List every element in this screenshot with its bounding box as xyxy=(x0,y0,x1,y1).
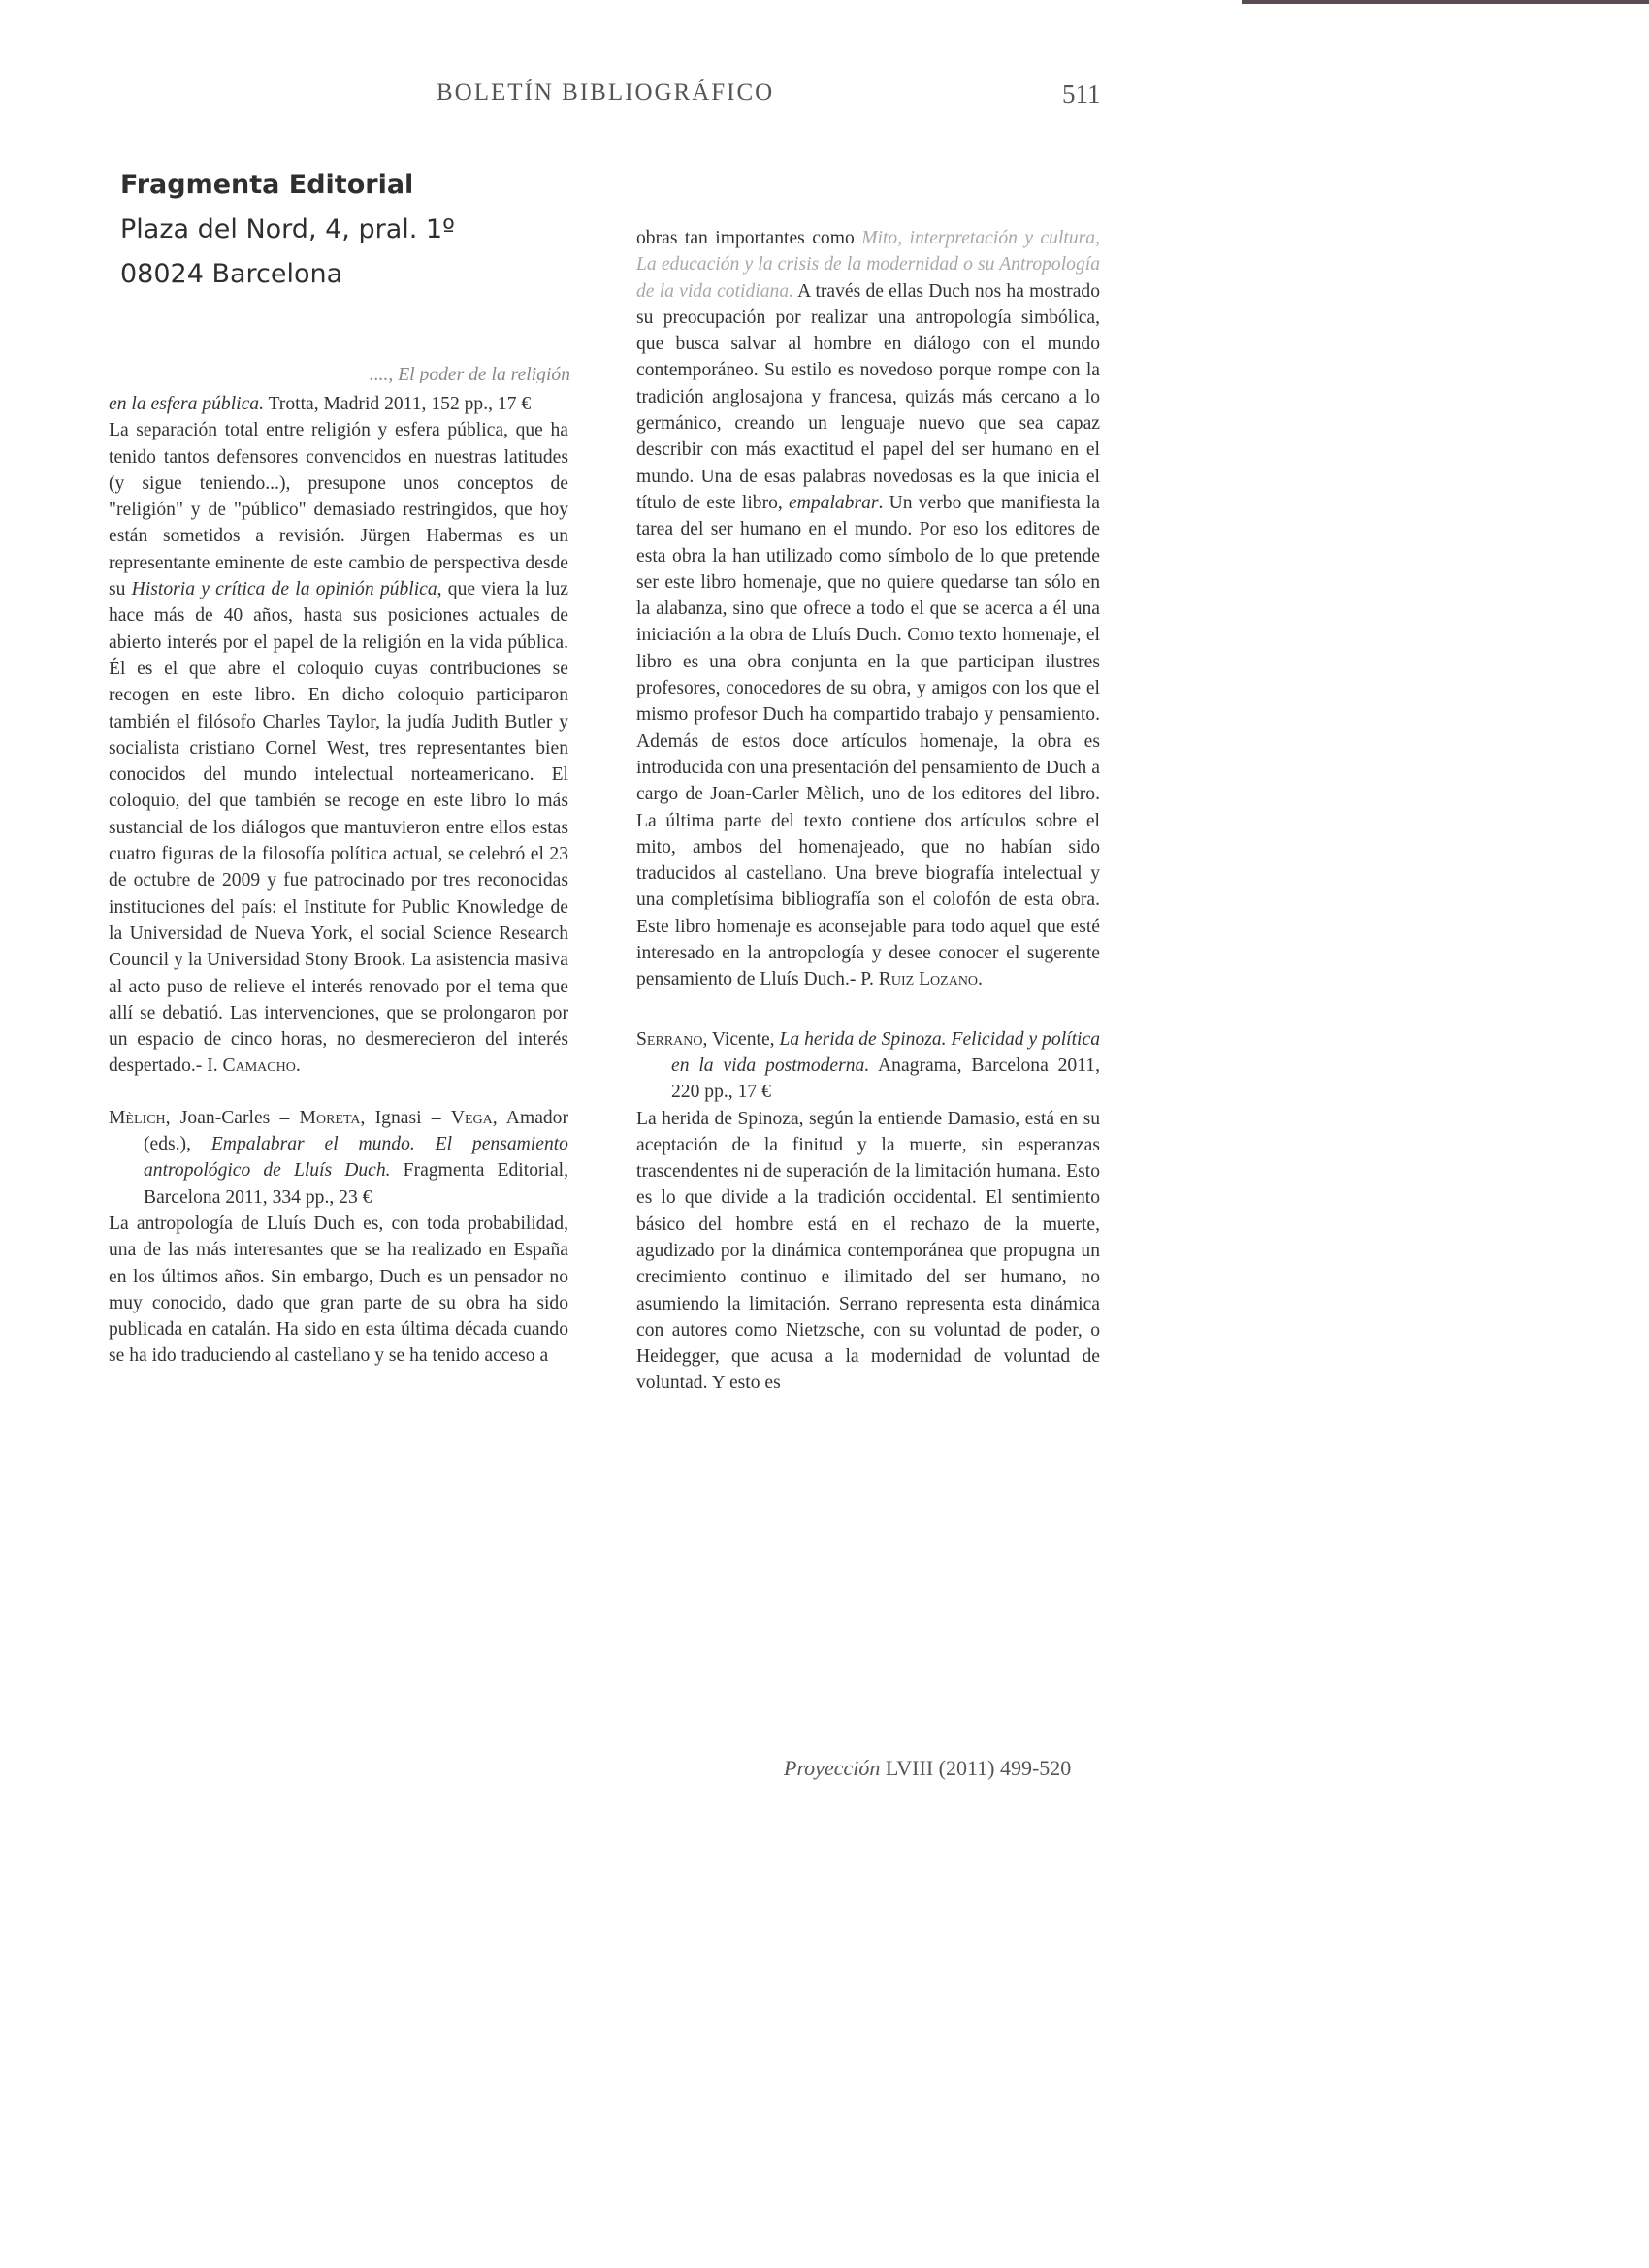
review-serrano xyxy=(636,1026,1100,1397)
review-text-cont: A través de ellas Duch nos ha mostrado su preocupación por realizar una antropología simbólica, que busca salvar al hombre en diálogo con el mundo contemporáneo. Su estilo es novedoso porque rompe con la tradición anglosajona y francesa, quizás más cercano a lo germánico, creando un lenguaje nuevo que sea capaz describir con más exactitud el papel del ser humano en el mundo. Una de esas palabras novedosas es la que inicia el título de este libro, xyxy=(636,280,1100,513)
top-edge-line xyxy=(1242,0,1649,4)
page-header xyxy=(0,80,1649,118)
book-publication: Trotta, Madrid 2011, 152 pp., 17 € xyxy=(263,394,532,414)
book-reference xyxy=(109,1105,568,1211)
cited-work: Historia y crítica de la opinión pública xyxy=(131,579,437,600)
review-text: obras tan importantes como xyxy=(636,228,862,248)
book-publication: Anagrama, Barcelona 2011, 220 pp., 17 € xyxy=(671,1054,1100,1103)
book-reference xyxy=(636,1026,1100,1106)
review-body-continued xyxy=(636,225,1100,993)
right-column xyxy=(636,225,1100,1397)
author-name: Mèlich xyxy=(109,1107,166,1128)
author-given: , Amador (eds.), xyxy=(144,1107,569,1155)
stamp-name: Fragmenta Editorial xyxy=(120,170,414,200)
reviewer-signature: P. Ruiz Lozano. xyxy=(860,969,983,990)
stamp-street: Plaza del Nord, 4, pral. 1º xyxy=(120,214,455,244)
review-body: La antropología de Lluís Duch es, con toda probabilidad, una de las más interesantes que se ha realizado en España en los últimos años. Sin embargo, Duch es un pensador no muy conocido, dado que gran parte de su obra ha sido publicada en catalán. Ha sido en esta última década cuando se ha ido traduciendo al castellano y se ha tenido acceso a xyxy=(109,1213,568,1367)
review-body xyxy=(109,417,568,1079)
running-title: BOLETÍN BIBLIOGRÁFICO xyxy=(436,80,775,106)
book-title: La herida de Spinoza. Felicidad y política en la vida postmoderna. xyxy=(671,1028,1100,1076)
reviewer-signature: I. Camacho. xyxy=(207,1055,301,1077)
faded-cited-works: Mito, interpretación y cultura, La educación y la crisis de la modernidad o su Antropología de la vida cotidiana. xyxy=(636,228,1100,302)
review-body: La herida de Spinoza, según la entiende Damasio, está en su aceptación de la finitud y la muerte, sin esperanzas trascendentes ni de superación de la limitación humana. Esto es lo que divide a la tradición occidental. El sentimiento básico del hombre está en el rechazo de la muerte, agudizado por la dinámica contemporánea que propugna un crecimiento continuo e ilimitado del ser humano, no asumiendo la limitación. Serrano representa esta dinámica con autores como Nietzsche, con su voluntad de poder, o Heidegger, que acusa a la modernidad de voluntad de voluntad. Y esto es xyxy=(636,1108,1100,1394)
book-publication: Fragmenta Editorial, Barcelona 2011, 334 pp., 23 € xyxy=(144,1160,569,1208)
author-name: Serrano xyxy=(636,1028,703,1050)
stamp-city: 08024 Barcelona xyxy=(120,259,343,289)
author-name: Vega xyxy=(450,1107,493,1128)
review-text: La separación total entre religión y esfera pública, que ha tenido tantos defensores convencidos en nuestras latitudes (y sigue teniendo...), presupone unos conceptos de "religión" y de "público" demasiado restringidos, que hoy están sometidos a revisión. Jürgen Habermas es un representante eminente de este cambio de perspectiva desde su xyxy=(109,420,568,600)
author-given: , Ignasi – xyxy=(360,1107,451,1128)
page-footer xyxy=(784,1756,1071,1781)
publisher-stamp xyxy=(120,163,455,297)
review-text-cont: , que viera la luz hace más de 40 años, hasta sus posiciones actuales de abierto interés por el papel de la religión en la vida pública. Él es el que abre el coloquio cuyas contribuciones se recogen en este libro. En dicho coloquio participaron también el filósofo Charles Taylor, la judía Judith Butler y socialista cristiano Cornel West, tres representantes bien conocidos del mundo intelectual norteamericano. El coloquio, del que también se recoge en este libro lo más sustancial de los diálogos que mantuvieron entre ellos estas cuatro figuras de la filosofía política actual, se celebró el 23 de octubre de 2009 y fue patrocinado por tres reconocidas instituciones del país: el Institute for Public Knowledge de la Universidad de Nueva York, el social Science Research Council y la Universidad Stony Brook. La asistencia masiva al acto puso de relieve el interés renovado por el tema que allí se debatió. Las intervenciones, que se prolongaron por un espacio de cinco horas, no desmerecieron del interés despertado.- xyxy=(109,579,569,1077)
book-title: Empalabrar el mundo. El pensamiento antropológico de Lluís Duch. xyxy=(144,1134,568,1182)
left-column xyxy=(109,365,570,1370)
cut-off-reference-line: ...., El poder de la religión xyxy=(369,365,570,383)
page-number: 511 xyxy=(1062,80,1101,109)
book-reference xyxy=(109,391,568,417)
review-duch xyxy=(109,1105,568,1370)
book-title: en la esfera pública. xyxy=(109,394,264,414)
author-name: Moreta xyxy=(299,1107,361,1128)
author-given: , Joan-Carles – xyxy=(165,1107,300,1128)
key-term: empalabrar xyxy=(789,492,879,513)
review-text-end: . Un verbo que manifiesta la tarea del ser humano en el mundo. Por eso los editores de esta obra la han utilizado como símbolo de lo que pretende ser este libro homenaje, que no quiere quedarse tan sólo en la alabanza, sino que ofrece a todo el que se acerca a él una iniciación a la obra de Lluís Duch. Como texto homenaje, el libro es una obra conjunta en la que participan ilustres profesores, conocedores de su obra, y amigos con los que el mismo profesor Duch ha compartido trabajo y pensamiento. Además de estos doce artículos homenaje, la obra es introducida con una presentación del pensamiento de Duch a cargo de Joan-Carler Mèlich, uno de los editores del libro. La última parte del texto contiene dos artículos sobre el mito, ambos del homenajeado, que no habían sido traducidos al castellano. Una breve biografía intelectual y una completísima bibliografía son el colofón de esta obra. Este libro homenaje es aconsejable para todo aquel que esté interesado en la antropología y desee conocer el sugerente pensamiento de Lluís Duch.- xyxy=(636,492,1100,990)
review-habermas xyxy=(109,365,570,1080)
journal-name: Proyección xyxy=(784,1756,881,1780)
author-given: , Vicente, xyxy=(702,1028,780,1050)
journal-issue: LVIII (2011) 499-520 xyxy=(880,1756,1072,1780)
